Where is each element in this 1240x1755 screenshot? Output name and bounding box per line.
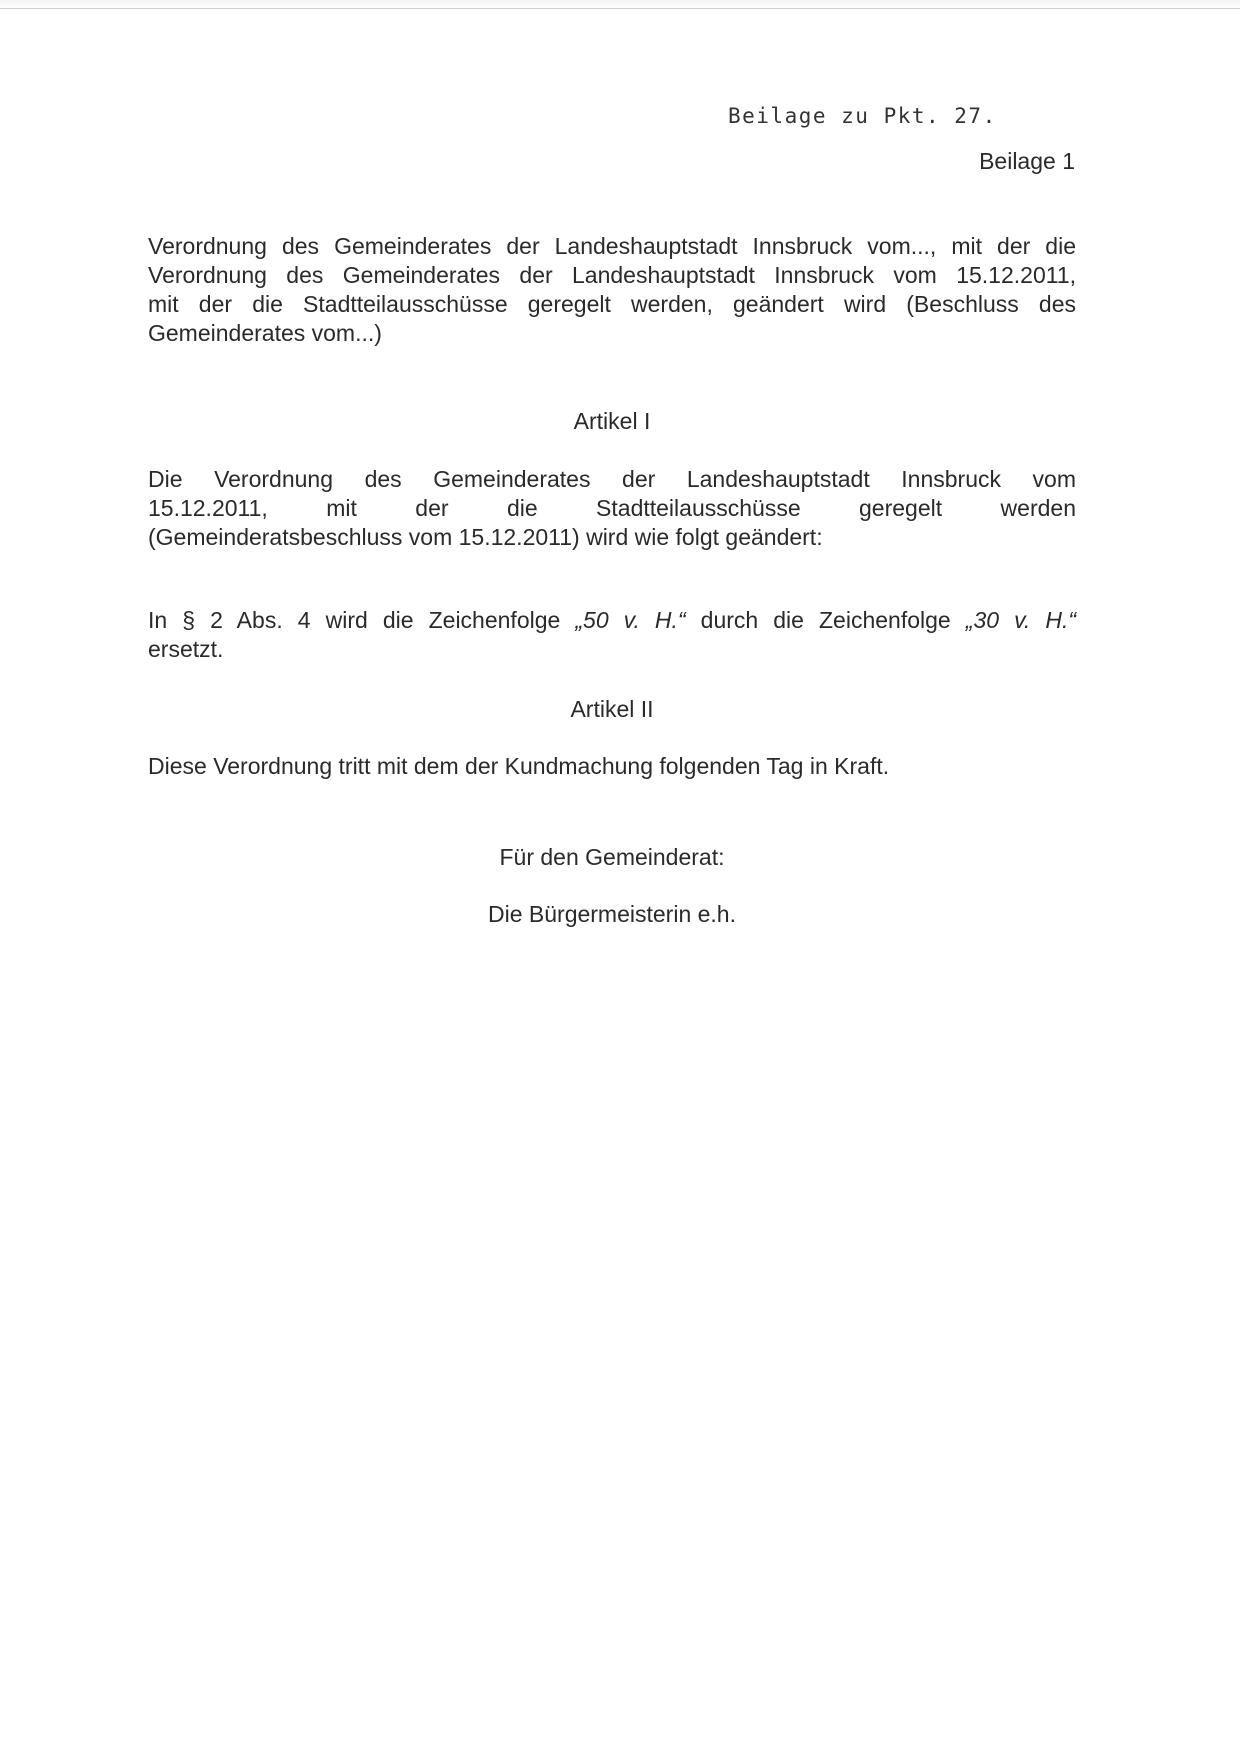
article-1-intro <box>148 465 1076 552</box>
scan-edge <box>0 0 1240 9</box>
new-value: „30 v. H.“ <box>965 607 1076 633</box>
article-1-heading: Artikel I <box>573 408 651 434</box>
amendment-end: ersetzt. <box>148 636 224 662</box>
title-line: Gemeinderates vom...) <box>148 320 382 346</box>
document-title <box>148 232 1076 348</box>
amendment-line <box>148 606 1076 635</box>
amendment-text: In § 2 Abs. 4 wird die Zeichenfolge <box>148 607 576 633</box>
signature-line-2: Die Bürgermeisterin e.h. <box>488 901 736 927</box>
attachment-label: Beilage 1 <box>979 148 1075 174</box>
article-2-heading: Artikel II <box>570 696 654 722</box>
old-value: „50 v. H.“ <box>575 607 686 633</box>
title-line: Verordnung des Gemeinderates der Landeshauptstadt Innsbruck vom 15.12.2011, <box>148 262 1076 288</box>
article-2-text: Diese Verordnung tritt mit dem der Kundmachung folgenden Tag in Kraft. <box>148 753 890 779</box>
intro-line: (Gemeinderatsbeschluss vom 15.12.2011) wird wie folgt geändert: <box>148 524 823 550</box>
agenda-stamp: Beilage zu Pkt. 27. <box>728 104 997 128</box>
intro-line: 15.12.2011, mit der die Stadtteilausschüsse geregelt werden <box>148 495 1076 521</box>
intro-line: Die Verordnung des Gemeinderates der Landeshauptstadt Innsbruck vom <box>148 466 1076 492</box>
signature-line-1: Für den Gemeinderat: <box>499 844 725 870</box>
title-line: mit der die Stadtteilausschüsse geregelt werden, geändert wird (Beschluss des <box>148 291 1076 317</box>
amendment-text: durch die Zeichenfolge <box>685 607 966 633</box>
title-line: Verordnung des Gemeinderates der Landeshauptstadt Innsbruck vom..., mit der die <box>148 233 1076 259</box>
article-1-amendment <box>148 606 1076 664</box>
